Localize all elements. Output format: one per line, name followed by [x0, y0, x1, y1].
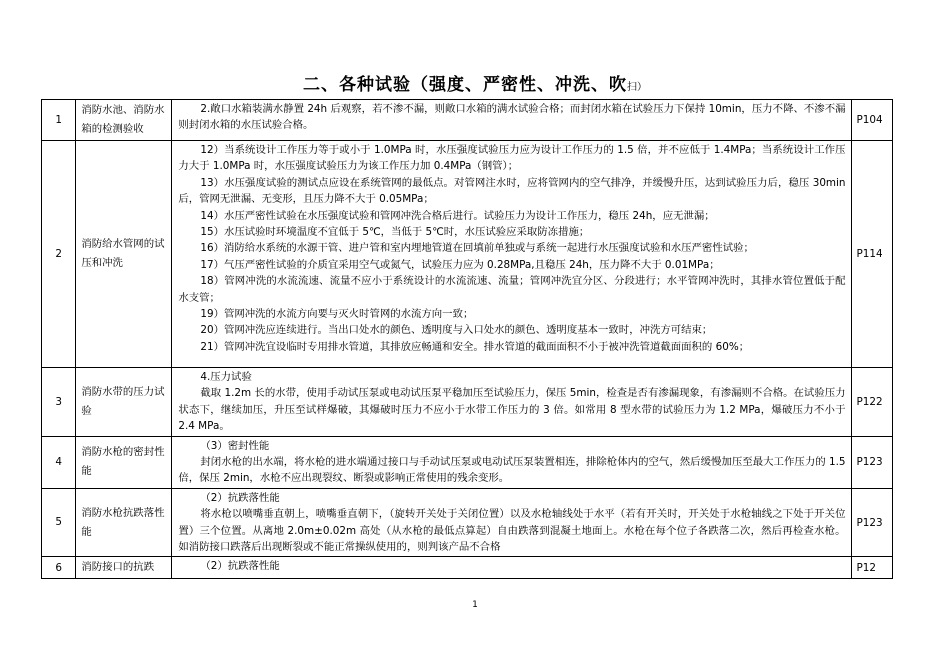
- table-row: [42, 368, 893, 437]
- table-row: [42, 100, 893, 141]
- content-line: 2.敞口水箱装满水静置 24h 后观察，若不渗不漏，则敞口水箱的满水试验合格；而封闭水箱在试验压力下保持 10min，压力不降、不渗不漏则封闭水箱的水压试验合格。: [178, 103, 846, 132]
- content-line: 16）消防给水系统的水源干管、进户管和室内埋地管道在回填前单独或与系统一起进行水压强度试验和水压严密性试验；: [200, 242, 754, 255]
- row-content: [172, 436, 851, 488]
- row-page-ref: P123: [851, 436, 892, 488]
- content-heading: （2）抗跌落性能: [200, 491, 280, 504]
- content-heading: （3）密封性能: [200, 439, 270, 452]
- row-page-ref: P114: [851, 141, 892, 368]
- content-line: 14）水压严密性试验在水压强度试验和管网冲洗合格后进行。试验压力为设计工作压力，稳压 24h，应无泄漏；: [200, 209, 715, 222]
- page-title: [0, 70, 950, 95]
- content-line: 封闭水枪的出水端，将水枪的进水端通过接口与手动试压泵或电动试压泵装置相连，排除枪体内的空气，然后缓慢加压至最大工作压力的 1.5 倍，保压 2min，水枪不应出现裂纹、断裂或影响正常使用的残余变形。: [178, 456, 846, 485]
- row-item: 消防水池、消防水箱的检测验收: [76, 100, 172, 141]
- page-number: 1: [472, 600, 478, 610]
- row-content: [172, 488, 851, 557]
- row-item: 消防水枪抗跌落性能: [76, 488, 172, 557]
- content-line: 17）气压严密性试验的介质宜采用空气或氮气，试验压力应为 0.28MPa,且稳压 24h，压力降不大于 0.01MPa；: [200, 258, 720, 271]
- row-number: 6: [42, 557, 76, 579]
- table-row: [42, 436, 893, 488]
- table-row: [42, 557, 893, 579]
- content-line: 12）当系统设计工作压力等于或小于 1.0MPa 时，水压强度试验压力应为设计工作压力的 1.5 倍，并不应低于 1.4MPa；当系统设计工作压力大于 1.0MPa 时，水压强度试验压力为该工作压力加 0.4MPa（钢管）；: [178, 144, 846, 173]
- row-number: 2: [42, 141, 76, 368]
- table-row: [42, 488, 893, 557]
- table-row: [42, 141, 893, 368]
- row-page-ref: P122: [851, 368, 892, 437]
- content-line: 20）管网冲洗应连续进行。当出口处水的颜色、透明度与入口处水的颜色、透明度基本一致时，冲洗方可结束；: [200, 324, 713, 337]
- content-heading: 4.压力试验: [200, 371, 252, 383]
- row-item: 消防给水管网的试压和冲洗: [76, 141, 172, 368]
- row-content: [172, 368, 851, 437]
- content-line: 将水枪以喷嘴垂直朝上，喷嘴垂直朝下，（旋转开关处于关闭位置）以及水枪轴线处于水平（若有开关时，开关处于水枪轴线之下处于开关位置）三个位置。从离地 2.0m±0.02m 高处（从水枪的最低点算起）自由跌落到混凝土地面上。水枪在每个位子各跌落二次，然后再检查水枪。如消防接口跌落后出现断裂或不能正常操纵使用的，则判该产品不合格: [178, 508, 846, 554]
- row-content: [172, 557, 851, 579]
- test-spec-table: [41, 99, 893, 579]
- content-line: 18）管网冲洗的水流流速、流量不应小于系统设计的水流流速、流量；管网冲洗宜分区、分段进行；水平管网冲洗时，其排水管位置低于配水支管；: [178, 275, 846, 304]
- row-number: 5: [42, 488, 76, 557]
- content-heading: （2）抗跌落性能: [200, 560, 280, 573]
- page-title-tail: 扫）: [627, 82, 647, 93]
- page-title-main: 二、各种试验（强度、严密性、冲洗、吹: [303, 75, 627, 95]
- row-number: 3: [42, 368, 76, 437]
- row-page-ref: P104: [851, 100, 892, 141]
- row-item: 消防水带的压力试验: [76, 368, 172, 437]
- content-line: 13）水压强度试验的测试点应设在系统管网的最低点。对管网注水时，应将管网内的空气排净，并缓慢升压，达到试验压力后，稳压 30min 后，管网无泄漏、无变形，且压力降不大于 0.05MPa；: [178, 176, 846, 206]
- row-content: [172, 100, 851, 141]
- row-item: 消防接口的抗跌: [76, 557, 172, 579]
- row-page-ref: P123: [851, 488, 892, 557]
- content-line: 19）管网冲洗的水流方向要与灭火时管网的水流方向一致；: [200, 308, 474, 321]
- content-line: 21）管网冲洗宜设临时专用排水管道，其排放应畅通和安全。排水管道的截面面积不小于被冲洗管道截面面积的 60%；: [200, 340, 750, 353]
- row-page-ref: P12: [851, 557, 892, 579]
- row-item: 消防水枪的密封性能: [76, 436, 172, 488]
- row-number: 1: [42, 100, 76, 141]
- content-line: 15）水压试验时环境温度不宜低于 5℃，当低于 5℃时，水压试验应采取防冻措施；: [200, 226, 590, 239]
- content-line: 截取 1.2m 长的水带，使用手动试压泵或电动试压泵平稳加压至试验压力，保压 5min，检查是否有渗漏现象，有渗漏则不合格。在试验压力状态下，继续加压，升压至试样爆破，其爆破时压力不应小于水带工作压力的 3 倍。如常用 8 型水带的试验压力为 1.2 MPa，爆破压力不小于 2.4 MPa。: [178, 387, 846, 433]
- row-number: 4: [42, 436, 76, 488]
- row-content: [172, 141, 851, 368]
